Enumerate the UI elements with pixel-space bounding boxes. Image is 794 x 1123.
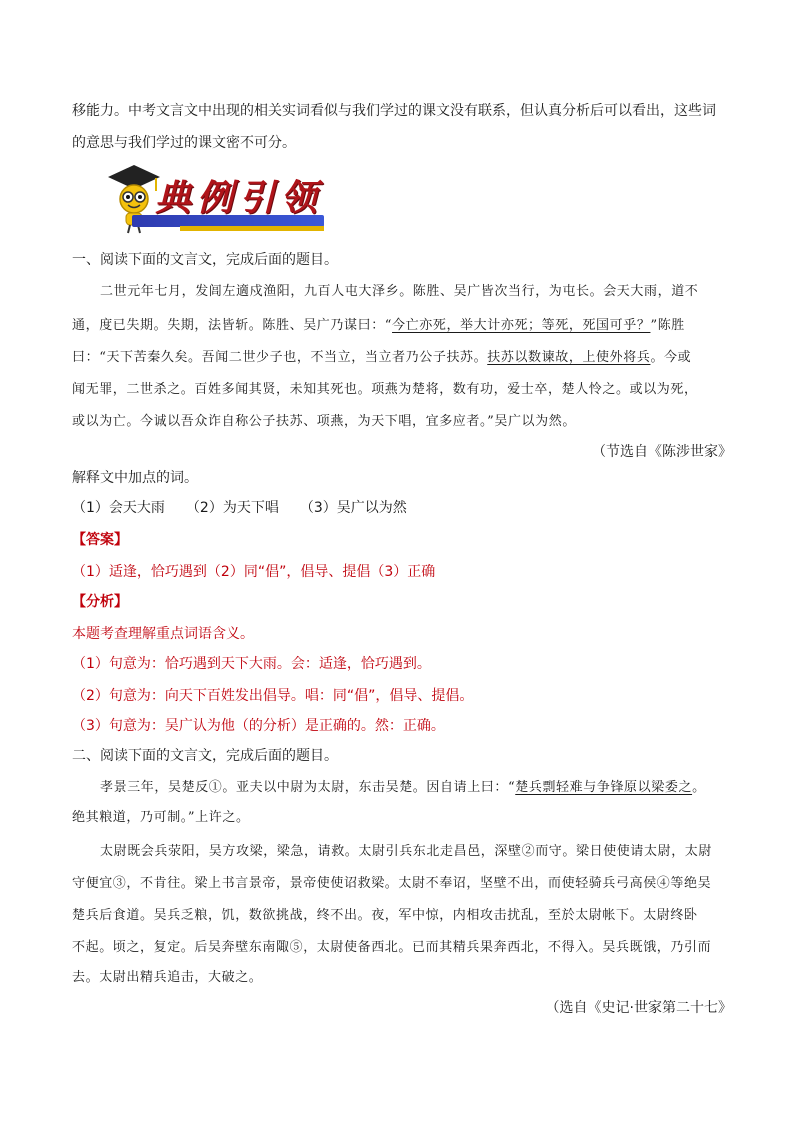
q1-passage-line-5: 或以为亡。今诚以吾众诈自称公子扶苏、项燕，为天下唱，宜多应者。”吴广以为然。 — [72, 414, 576, 429]
q1-underlined-sentence-1: 今亡亦死，举大计亦死；等死，死国可乎？ — [392, 318, 651, 333]
q1-passage-text: ”陈胜 — [650, 318, 685, 333]
analysis-intro: 本题考查理解重点词语含义。 — [72, 626, 254, 642]
q1-passage-line-4: 闻无罪，二世杀之。百姓多闻其贤，未知其死也。项燕为楚将，数有功，爱士卒，楚人怜之。或以为死， — [72, 382, 698, 397]
banner-title: 典例引领 — [155, 177, 324, 219]
banner-accent — [180, 226, 324, 231]
q2-passage-line-6: 不起。顷之，复定。后吴奔壁东南陬⑤，太尉使备西北。已而其精兵果奔西北，不得入。吴兵既饿，乃引而 — [72, 940, 712, 955]
q2-passage-line-3: 太尉既会兵荥阳，吴方攻梁，梁急，请救。太尉引兵东北走昌邑，深壁②而守。梁日使使请太尉，太尉 — [100, 844, 713, 859]
q1-passage-line-1: 二世元年七月，发闾左適戍渔阳，九百人屯大泽乡。陈胜、吴广皆次当行，为屯长。会天大雨，道不 — [100, 284, 699, 299]
q1-items: （1）会天大雨 （2）为天下唱 （3）吴广以为然 — [72, 500, 407, 516]
answer-text: （1）适逢，恰巧遇到（2）同“倡”，倡导、提倡（3）正确 — [72, 564, 436, 580]
intro-line-1: 移能力。中考文言文中出现的相关实词看似与我们学过的课文没有联系，但认真分析后可以看出，这些词 — [72, 103, 716, 119]
q2-passage-line-4: 守便宜③，不肯往。梁上书言景帝，景帝使使诏救梁。太尉不奉诏，坚壁不出，而使轻骑兵弓高侯④等绝吴 — [72, 876, 712, 891]
q2-passage-line-1 — [72, 772, 732, 804]
analysis-item-3: （3）句意为：吴广认为他（的分析）是正确的。然：正确。 — [72, 718, 445, 734]
q2-underlined-sentence: 楚兵剽轻难与争锋原以梁委之 — [515, 780, 693, 795]
q1-underlined-sentence-2: 扶苏以数谏故，上使外将兵 — [487, 350, 651, 365]
q2-passage-text: 孝景三年，吴楚反①。亚夫以中尉为太尉，东击吴楚。因自请上曰：“ — [100, 780, 516, 795]
q1-passage-text: 曰：“天下苦秦久矣。吾闻二世少子也，不当立，当立者乃公子扶苏。 — [72, 350, 488, 365]
q1-passage-text: 。今或 — [650, 350, 692, 365]
q1-passage-line-2 — [72, 310, 732, 342]
analysis-item-1: （1）句意为：恰巧遇到天下大雨。会：适逢，恰巧遇到。 — [72, 656, 431, 672]
analysis-label: 【分析】 — [72, 594, 128, 610]
q2-passage-text: 。 — [692, 780, 706, 795]
intro-line-2: 的意思与我们学过的课文密不可分。 — [72, 135, 296, 151]
q2-passage-line-5: 楚兵后食道。吴兵乏粮，饥，数欲挑战，终不出。夜，军中惊，内相攻击扰乱，至於太尉帐下。太尉终卧 — [72, 908, 698, 923]
q1-passage-text: 通，度已失期。失期，法皆斩。陈胜、吴广乃谋曰：“ — [72, 318, 393, 333]
q1-heading: 一、阅读下面的文言文，完成后面的题目。 — [72, 252, 338, 268]
q2-source: （选自《史记·世家第二十七》 — [545, 1000, 732, 1016]
answer-label: 【答案】 — [72, 532, 128, 548]
q1-source: （节选自《陈涉世家》 — [592, 444, 732, 460]
q2-passage-line-2: 绝其粮道，乃可制。”上许之。 — [72, 810, 250, 825]
q1-passage-line-3 — [72, 342, 732, 374]
q1-task: 解释文中加点的词。 — [72, 470, 198, 486]
analysis-item-2: （2）句意为：向天下百姓发出倡导。唱：同“倡”，倡导、提倡。 — [72, 688, 474, 704]
q2-heading: 二、阅读下面的文言文，完成后面的题目。 — [72, 748, 338, 764]
q2-passage-line-7: 去。太尉出精兵追击，大破之。 — [72, 970, 263, 985]
